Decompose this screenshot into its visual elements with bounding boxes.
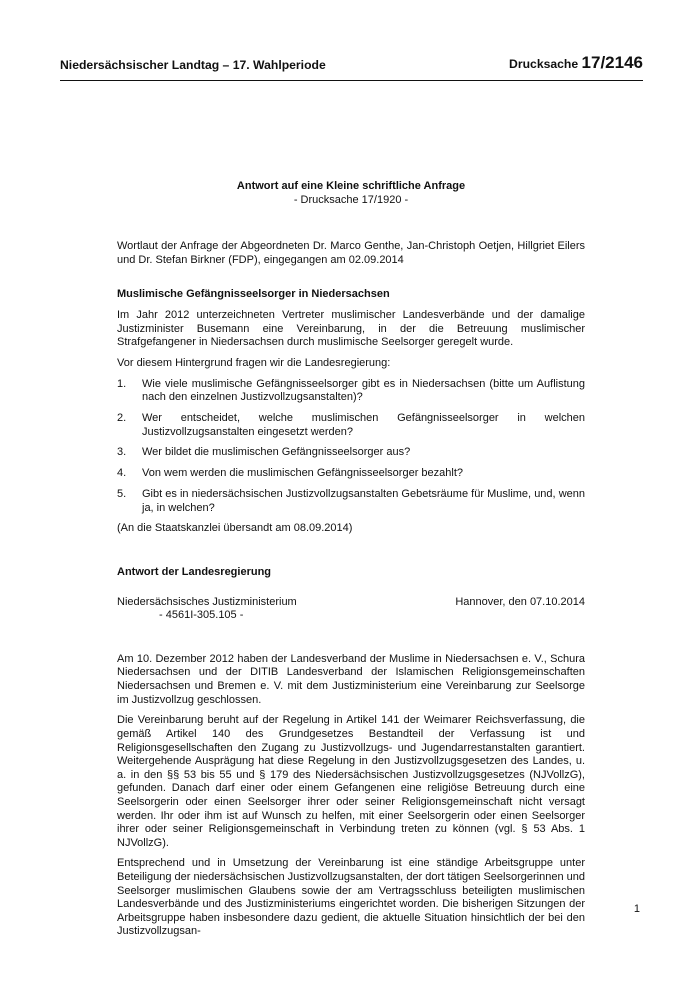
question-text: Wer bildet die muslimischen Gefängnisseelsorger aus? bbox=[142, 446, 411, 459]
page-number: 1 bbox=[633, 903, 640, 915]
place-date: Hannover, den 07.10.2014 bbox=[455, 595, 585, 608]
document-title bbox=[117, 180, 585, 207]
answer-paragraph: Am 10. Dezember 2012 haben der Landesverband der Muslime in Niedersachsen e. V., Schura Niedersachsen und der DITIB Landesverband der Islamischen Religionsgemeinschaften Niedersachsen und Bremen e. V. mit dem Justizministerium eine Vereinbarung zur Seelsorge im Justizvollzug geschlossen. bbox=[117, 652, 585, 706]
question-item bbox=[117, 467, 585, 481]
question-item bbox=[117, 446, 585, 460]
parliament-title: Niedersächsischer Landtag – 17. Wahlperiode bbox=[60, 58, 326, 72]
answer-paragraph: Entsprechend und in Umsetzung der Vereinbarung ist eine ständige Arbeitsgruppe unter Beteiligung der niedersächsischen Justizvollzugsanstalten, der dort tätigen Seelsorgerinnen und Seelsorger muslimischen Glaubens sowie der am Vertragsschluss beteiligten muslimischen Landesverbände und des Justizministeriums eingerichtet worden. Die bisherigen Sitzungen der Arbeitsgruppe haben insbesondere dazu gedient, die aktuelle Situation hinsichtlich der bei den Justizvollzugsan- bbox=[117, 857, 585, 938]
question-list bbox=[117, 378, 585, 516]
question-text: Gibt es in niedersächsischen Justizvollzugsanstalten Gebetsräume für Muslime, und, wenn ja, in welchen? bbox=[142, 488, 585, 514]
question-item bbox=[117, 488, 585, 515]
answer-paragraph: Die Vereinbarung beruht auf der Regelung in Artikel 141 der Weimarer Reichsverfassung, die gemäß Artikel 140 des Grundgesetzes Bestandteil der Verfassung ist und Religionsgesellschaften den Zugang zu Justizvollzugs- und Jugendarrestanstalten garantiert. Weitergehende Ausprägung hat diese Regelung in den Justizvollzugsgesetzen des Landes, u. a. in den §§ 53 bis 55 und § 179 des Niedersächsischen Justizvollzugsgesetzes (NJVollzG), gefunden. Danach darf einer oder einem Gefangenen eine religiöse Betreuung durch eine Seelsorgerin oder einen Seelsorger ihrer oder seiner Religionsgemeinschaft nicht versagt werden. Ihr oder ihm ist auf Wunsch zu helfen, mit einer Seelsorgerin oder einen Seelsorger ihrer oder seiner Religionsgemeinschaft in Verbindung treten zu können (vgl. § 53 Abs. 1 NJVollzG). bbox=[117, 714, 585, 849]
question-lead-in: Vor diesem Hintergrund fragen wir die Landesregierung: bbox=[117, 356, 391, 369]
ministry-row bbox=[117, 596, 585, 610]
forwarded-note: (An die Staatskanzlei übersandt am 08.09.2014) bbox=[117, 522, 353, 535]
question-number: 3. bbox=[117, 446, 127, 459]
question-number: 1. bbox=[117, 377, 127, 390]
question-item bbox=[117, 378, 585, 405]
document-body bbox=[117, 240, 585, 939]
ministry-name: Niedersächsisches Justizministerium bbox=[117, 595, 297, 608]
section-heading: Muslimische Gefängnisseelsorger in Niedersachsen bbox=[117, 288, 390, 301]
document-number-label: Drucksache bbox=[509, 57, 579, 71]
question-text: Wie viele muslimische Gefängnisseelsorger gibt es in Niedersachsen (bitte um Auflistung nach den einzelnen Justizvollzugsanstalten)? bbox=[142, 377, 585, 404]
page-header bbox=[60, 50, 643, 81]
reference-number: - 4561I-305.105 - bbox=[159, 609, 244, 622]
document-number bbox=[509, 53, 643, 73]
context-paragraph: Im Jahr 2012 unterzeichneten Vertreter muslimischer Landesverbände und der damalige Justizminister Busemann eine Vereinbarung, in der die Betreuung muslimischer Strafgefangener in Niedersachsen durch muslimische Seelsorger geregelt wurde. bbox=[117, 308, 585, 349]
title-line-1: Antwort auf eine Kleine schriftliche Anfrage bbox=[236, 180, 466, 192]
question-number: 4. bbox=[117, 467, 127, 480]
question-number: 5. bbox=[117, 488, 127, 501]
title-line-2: - Drucksache 17/1920 - bbox=[293, 193, 409, 206]
question-item bbox=[117, 412, 585, 439]
document-number-value: 17/2146 bbox=[581, 53, 643, 72]
question-text: Von wem werden die muslimischen Gefängnisseelsorger bezahlt? bbox=[142, 467, 464, 480]
answer-heading: Antwort der Landesregierung bbox=[117, 566, 272, 578]
question-text: Wer entscheidet, welche muslimischen Gefängnisseelsorger in welchen Justizvollzugsanstalten eingesetzt werden? bbox=[142, 412, 585, 438]
intro-paragraph: Wortlaut der Anfrage der Abgeordneten Dr. Marco Genthe, Jan-Christoph Oetjen, Hillgriet Eilers und Dr. Stefan Birkner (FDP), eingegangen am 02.09.2014 bbox=[117, 240, 585, 266]
question-number: 2. bbox=[117, 412, 127, 425]
